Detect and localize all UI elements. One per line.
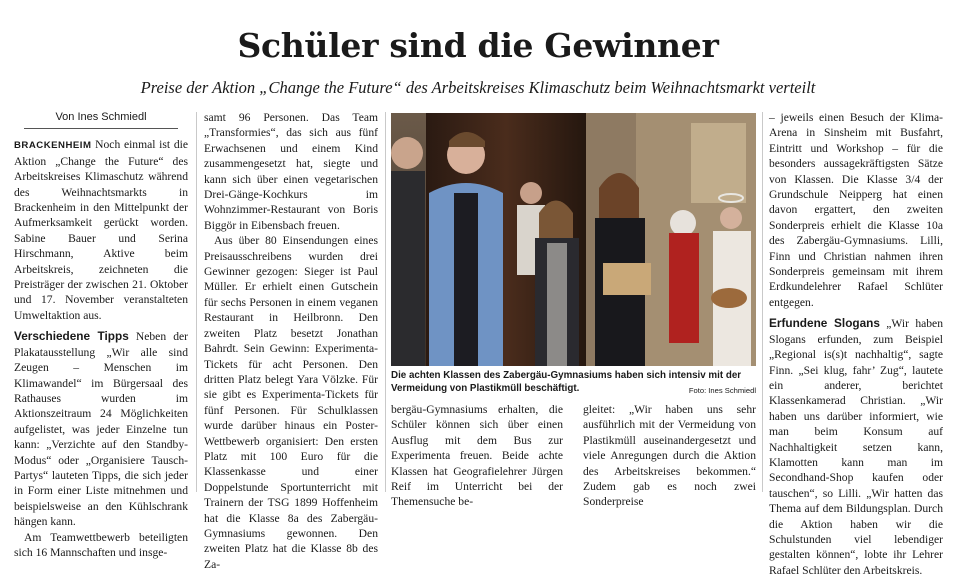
dateline: BRACKENHEIM xyxy=(14,140,92,152)
tips-text: Neben der Plakatausstellung „Wir alle sind Zeugen – Menschen im Klimawandel“ im Bürgersaal des Rathauses wurden im Aktionszeitraum 24 Möglichkeiten aufgelistet, was jeder Einzelne tun kann: „Verzichte auf den Standby-Modus“ oder „Organisiere Tausch-Partys“ lauteten Tipps, die sich jeder in Form einer Liste mitnehmen und beispielsweise an den Kühlschrank hängen kann. xyxy=(14,330,188,529)
column-divider xyxy=(385,112,386,492)
column-divider xyxy=(196,112,197,492)
slogans-paragraph xyxy=(769,316,943,578)
intro-text: Noch einmal ist die Aktion „Change the Future“ des Arbeitskreises Klimaschutz während des Weihnachtsmarkts in Brackenheim in den Mittelpunkt der Aufmerksamkeit gerückt worden. Sabine Bauer und Serina Hirschmann, Aktive beim Arbeitskreis, zeichneten die Preisträger der zwischen 21. Oktober und 17. November veranstalteten Umweltaktion aus. xyxy=(14,138,188,322)
paragraph-quote: gleitet: „Wir haben uns sehr ausführlich mit der Vermeidung von Plastikmüll auseinandergesetzt und viele Anregungen durch die Aktion des Arbeitskreises bekommen.“ Zudem gab es noch zwei Sonderpreise xyxy=(583,403,756,509)
paragraph-contest: Aus über 80 Einsendungen eines Preisausschreibens wurden drei Gewinner gezogen: Sieger ist Paul Müller. Er erhielt einen Gutschein für sechs Personen in einem veganen Restaurant in Heilbronn. Den zweiten Platz besetzt Jonathan Bahrdt. Sein Gewinn: Experimenta-Tickets für acht Personen. Den dritten Platz belegt Yara Völzke. Für sie gibt es Experimenta-Tickets für fünf Personen. Für Schulklassen wurde darüber hinaus ein Poster-Wettbewerb organisiert: Den ersten Platz mit 100 Euro für die Klassenkasse und einer Doppelstunde Sportunterricht mit Trainern der TSG 1899 Hoffenheim hat die Klasse 8a des Zabergäu-Gymnasiums gewonnen. Den zweiten Platz hat die Klasse 8b des Za- xyxy=(204,234,378,571)
photo-credit: Foto: Ines Schmiedl xyxy=(688,386,756,395)
column-2 xyxy=(204,110,378,572)
slogans-text: „Wir haben Slogans erfunden, zum Beispiel „Regional is(s)t nachhaltig“, sagte Finn. „Sei klug, fahr’ Zug“, lautete ein anderer, berichtet Klassenkamerad Christian. „Wir haben uns darüber informiert, wie man beim Konsum auf Nachhaltigkeit setzen kann, Klamotten kann man im Secondhand-Shop kaufen oder tauschen“, so Lilli. „Wir hatten das Thema auf dem Bildungsplan. Durch die Aktion haben wir die Schulstunden viel lebendiger gestalten können“, lobte ihr Lehrer Rafael Schlüter den Arbeitskreis. xyxy=(769,317,944,577)
headline: Schüler sind die Gewinner xyxy=(237,26,719,65)
column-3 xyxy=(391,402,563,510)
caption-text: Die achten Klassen des Zabergäu-Gymnasiums haben sich intensiv mit der Vermeidung von Plastikmüll beschäftigt. xyxy=(391,370,742,394)
subhead-tips: Verschiedene Tipps xyxy=(14,329,129,344)
column-divider xyxy=(762,112,763,492)
subhead-slogans: Erfundene Slogans xyxy=(769,316,880,331)
column-1 xyxy=(14,110,188,560)
column-4 xyxy=(583,402,756,510)
intro-paragraph xyxy=(14,137,188,323)
byline: Von Ines Schmiedl xyxy=(24,110,178,129)
tips-paragraph xyxy=(14,329,188,529)
column-5 xyxy=(769,110,943,578)
paragraph-team-winner: samt 96 Personen. Das Team „Transformies“, das sich aus fünf Erwachsenen und einem Kind zusammengesetzt hat, siegte und kann sich über einen vegetarischen Drei-Gänge-Kochkurs im Wohnzimmer-Restaurant von Boris Biggör in Eibensbach freuen. xyxy=(204,111,378,232)
paragraph-team: Am Teamwettbewerb beteiligten sich 16 Mannschaften und insge- xyxy=(14,530,188,559)
paragraph-special-prizes: – jeweils einen Besuch der Klima-Arena in Sinsheim mit Busfahrt, Eintritt und Workshop – für die besonders aussagekräftigsten Sätze von Klassen. Die Klasse 3/4 der Grundschule Neipperg hat einen davon ergattert, den zweiten Sonderpreis erhielt die Klasse 10a des Zabergäu-Gymnasiums. Lilli, Finn und Christian nahmen ihren Sonderpreis gemeinsam mit ihrem Erdkundelehrer Rafael Schlüter entgegen. xyxy=(769,111,943,309)
article-photo xyxy=(391,113,756,366)
paragraph-trip: bergäu-Gymnasiums erhalten, die Schüler können sich über einen Ausflug mit dem Bus zur Experimenta freuen. Beide achte Klassen hat Geografielehrer Jürgen Reif im Unterricht bei der Themensuche be- xyxy=(391,403,563,509)
photo-caption xyxy=(391,369,756,397)
subheadline: Preise der Aktion „Change the Future“ des Arbeitskreises Klimaschutz beim Weihnachtsmarkt verteilt xyxy=(140,78,816,97)
